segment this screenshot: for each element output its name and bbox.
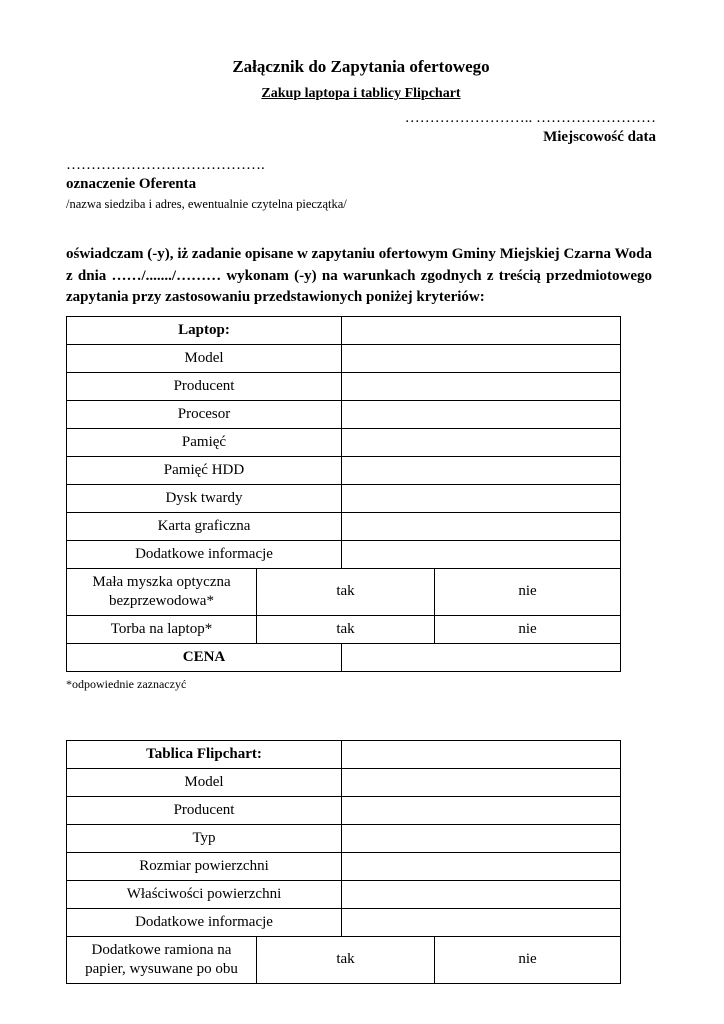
price-label: CENA bbox=[67, 644, 342, 671]
row-label: Właściwości powierzchni bbox=[67, 881, 342, 908]
fill-in-cell bbox=[342, 317, 620, 344]
tak-cell: tak bbox=[257, 616, 435, 643]
table-row bbox=[67, 513, 620, 541]
table-row bbox=[67, 616, 620, 644]
row-label: Pamięć HDD bbox=[67, 457, 342, 484]
row-label: Procesor bbox=[67, 401, 342, 428]
row-label: Pamięć bbox=[67, 429, 342, 456]
laptop-table bbox=[66, 316, 621, 672]
table-header-cell: Laptop: bbox=[67, 317, 342, 344]
place-date-block bbox=[66, 110, 656, 147]
offerer-fill-line: …………………………………. bbox=[66, 157, 265, 173]
fill-in-cell bbox=[342, 825, 620, 852]
table-row bbox=[67, 881, 620, 909]
row-label: Producent bbox=[67, 373, 342, 400]
row-label: Dodatkowe informacje bbox=[67, 541, 342, 568]
table-row bbox=[67, 429, 620, 457]
offerer-label: oznaczenie Oferenta bbox=[66, 176, 197, 192]
fill-in-cell bbox=[342, 881, 620, 908]
table-row bbox=[67, 373, 620, 401]
row-label: Mała myszka optyczna bezprzewodowa* bbox=[67, 569, 257, 615]
table-row bbox=[67, 741, 620, 769]
page-subtitle: Zakup laptopa i tablicy Flipchart bbox=[261, 86, 461, 101]
table-row bbox=[67, 485, 620, 513]
table-row bbox=[67, 541, 620, 569]
fill-in-cell bbox=[342, 373, 620, 400]
fill-in-cell bbox=[342, 429, 620, 456]
place-date-label: Miejscowość data bbox=[543, 129, 656, 145]
row-label: Model bbox=[67, 345, 342, 372]
row-label: Dysk twardy bbox=[67, 485, 342, 512]
nie-cell: nie bbox=[518, 620, 537, 637]
fill-in-cell bbox=[342, 345, 620, 372]
fill-in-cell bbox=[342, 853, 620, 880]
fill-in-cell bbox=[342, 797, 620, 824]
row-label: Rozmiar powierzchni bbox=[67, 853, 342, 880]
nie-cell: nie bbox=[518, 951, 537, 968]
table-row bbox=[67, 401, 620, 429]
row-label: Karta graficzna bbox=[67, 513, 342, 540]
footnote: *odpowiednie zaznaczyć bbox=[66, 676, 187, 691]
tak-cell: tak bbox=[257, 937, 435, 983]
fill-in-cell bbox=[342, 401, 620, 428]
row-label: Producent bbox=[67, 797, 342, 824]
table-row bbox=[67, 769, 620, 797]
offerer-block bbox=[66, 157, 656, 212]
fill-in-cell bbox=[342, 541, 620, 568]
table-row bbox=[67, 644, 620, 671]
fill-in-cell bbox=[342, 457, 620, 484]
fill-in-cell bbox=[342, 909, 620, 936]
table-row bbox=[67, 317, 620, 345]
table-row bbox=[67, 937, 620, 983]
tak-cell: tak bbox=[257, 569, 435, 615]
offerer-note: /nazwa siedziba i adres, ewentualnie czytelna pieczątka/ bbox=[66, 197, 347, 211]
fill-in-cell bbox=[342, 485, 620, 512]
table-row bbox=[67, 797, 620, 825]
fill-in-cell bbox=[342, 741, 620, 768]
table-row bbox=[67, 457, 620, 485]
page-title: Załącznik do Zapytania ofertowego bbox=[232, 57, 490, 76]
fill-in-cell bbox=[342, 513, 620, 540]
fill-in-cell bbox=[342, 769, 620, 796]
statement-paragraph: oświadczam (-y), iż zadanie opisane w zapytaniu ofertowym Gminy Miejskiej Czarna Woda z dnia ……/......./……… wykonam (-y) na warunkach zgodnych z treścią przedmiotowego zapytania przy zastosowaniu przedstawionych poniżej kryteriów: bbox=[66, 246, 652, 305]
place-date-fill-line: …………………….. …………………… bbox=[404, 110, 656, 126]
table-row bbox=[67, 909, 620, 937]
table-row bbox=[67, 345, 620, 373]
row-label: Dodatkowe informacje bbox=[67, 909, 342, 936]
row-label: Dodatkowe ramiona na papier, wysuwane po obu bbox=[67, 937, 257, 983]
row-label: Torba na laptop* bbox=[67, 616, 257, 643]
fill-in-cell bbox=[342, 644, 620, 671]
row-label: Model bbox=[67, 769, 342, 796]
table-row bbox=[67, 825, 620, 853]
table-row bbox=[67, 569, 620, 616]
flipchart-table bbox=[66, 740, 621, 984]
nie-cell: nie bbox=[518, 583, 537, 600]
row-label: Typ bbox=[67, 825, 342, 852]
table-header-cell: Tablica Flipchart: bbox=[67, 741, 342, 768]
table-row bbox=[67, 853, 620, 881]
